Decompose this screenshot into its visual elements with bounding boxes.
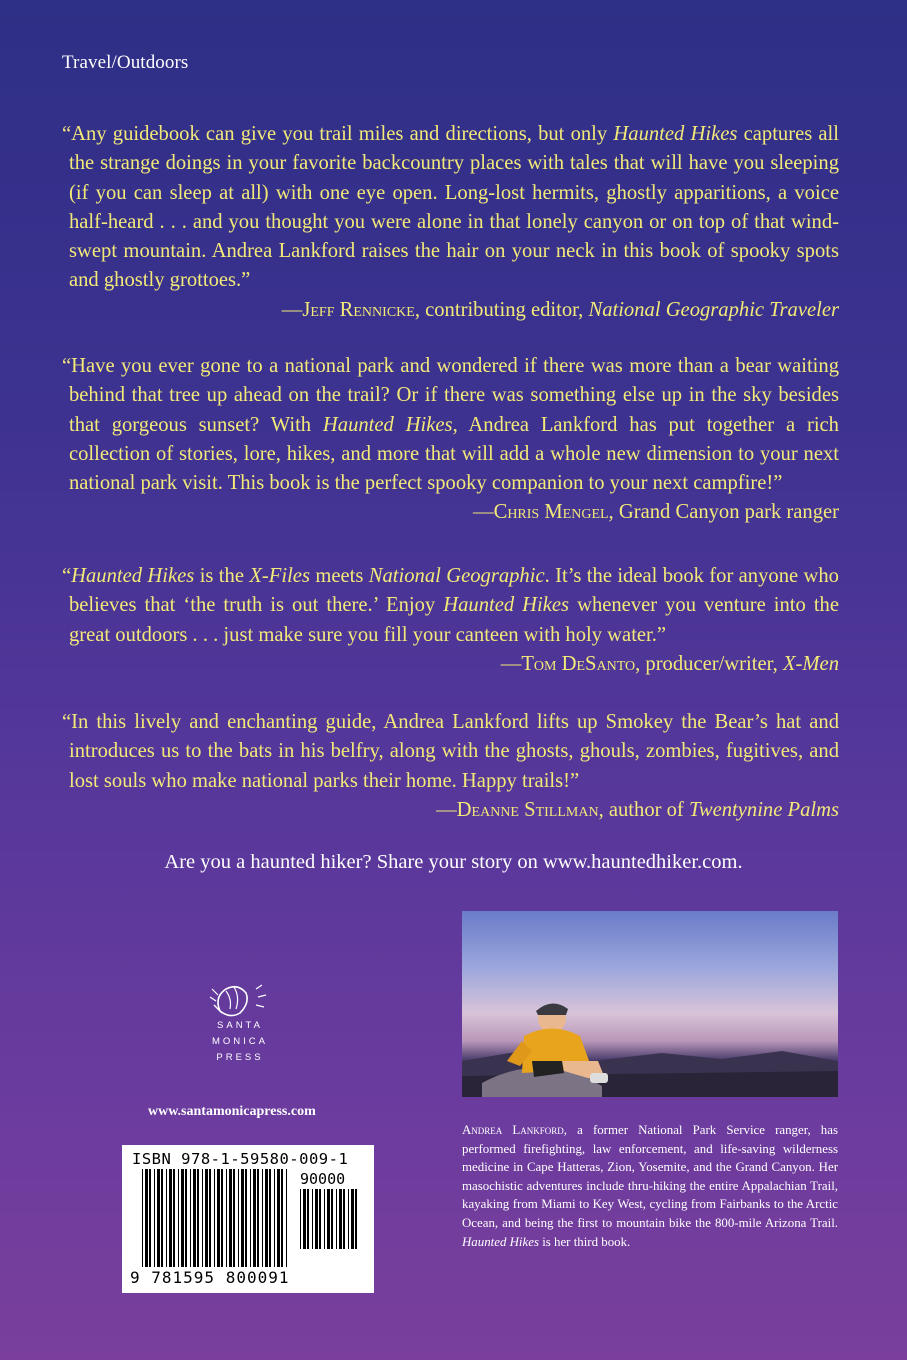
barcode-bar [274,1169,275,1267]
barcode-bar [324,1189,325,1249]
blurb-stillman [62,708,839,825]
barcode-bar [166,1169,167,1267]
share-story-text: Are you a haunted hiker? Share your story on www.hauntedhiker.com. [164,851,743,873]
barcode-bar [202,1169,203,1267]
barcode-bar [229,1169,232,1267]
barcode-bar [307,1189,309,1249]
barcode-bar [319,1189,321,1249]
barcode-bar [250,1169,251,1267]
barcode-bar [233,1169,235,1267]
barcode-bar [281,1169,283,1267]
barcode-bar [154,1169,155,1267]
barcode-bar [226,1169,227,1267]
barcode-bar [149,1169,151,1267]
barcode-bar [331,1189,333,1249]
blurb-attribution: —Tom DeSanto, producer/writer, X-Men [500,652,839,675]
barcode-bar [343,1189,345,1249]
barcode-bar [312,1189,313,1249]
category-label: Travel/Outdoors [62,52,189,73]
barcode-bar [142,1169,143,1267]
barcode-bar [221,1169,223,1267]
barcode-bar [169,1169,172,1267]
barcode-bar [262,1169,263,1267]
blurb-text: “Any guidebook can give you trail miles and directions, but only Haunted Hikes captures all the strange doings in your favorite backcountry places with tales that will have you sleeping (if you can sleep at all) with one eye open. Long-lost hermits, ghostly apparitions, a voice half-heard . . . and you thought you were alone in that lonely canyon or on top of that wind-swept mountain. Andrea Lankford raises the hair on your neck in this book of spooky spots and ghostly grottoes.” [62,123,840,292]
blurb-text: “Have you ever gone to a national park and wondered if there was more than a bear waiting behind that tree up ahead on the trail? Or if there was something else up in the sky besides that gorgeous sunset? With Haunted Hikes, Andrea Lankford has put together a rich collection of stories, lore, hikes, and more that will add a whole new dimension to your next national park visit. This book is the perfect spooky companion to your next campfire!” —Chris Mengel, Grand Canyon park ranger [62,352,839,498]
blurb-text: “Haunted Hikes is the X-Files meets National Geographic. It’s the ideal book for anyone who believes that ‘the truth is out there.’ Enjoy Haunted Hikes whenever you venture into the great outdoors . . . just make sure you fill your canteen with holy water.” [62,565,839,646]
barcode-bar [241,1169,244,1267]
barcode-bar [214,1169,215,1267]
barcode-bar [300,1189,301,1249]
barcode-bar [217,1169,220,1267]
blurb-attribution: —Jeff Rennicke, contributing editor, National Geographic Traveler [281,298,839,321]
barcode-bar [265,1169,268,1267]
isbn-barcode [122,1145,374,1293]
blurb-rennicke [62,120,839,325]
barcode-bar [269,1169,271,1267]
barcode-bar [286,1169,287,1267]
barcode-bar [145,1169,148,1267]
price-code: 90000 [300,1170,346,1188]
barcode-bar [209,1169,211,1267]
barcode-bar [161,1169,163,1267]
ean-bars [142,1169,292,1267]
barcode-bar [351,1189,354,1249]
barcode-bar [303,1189,306,1249]
barcode-bar [190,1169,191,1267]
barcode-bar [327,1189,330,1249]
barcode-bar [253,1169,256,1267]
blurb-text: “In this lively and enchanting guide, Andrea Lankford lifts up Smokey the Bear’s hat and introduces us to the bats in his belfry, along with the ghosts, ghouls, zombies, fugitives, and lost souls who make national parks their home. Happy trails!” [62,711,839,792]
author-photo [462,911,838,1097]
publisher-website: www.santamonicapress.com [148,1104,316,1119]
blurb-desanto [62,562,839,679]
barcode-bar [355,1189,357,1249]
barcode-bar [157,1169,160,1267]
barcode-bar [339,1189,342,1249]
barcode-bar [348,1189,349,1249]
barcode-bar [193,1169,196,1267]
barcode-bar [181,1169,184,1267]
barcode-bar [245,1169,247,1267]
barcode-bar [197,1169,199,1267]
barcode-bar [205,1169,208,1267]
author-bio: Andrea Lankford, a former National Park Service ranger, has performed firefighting, law enforcement, and life-saving wilderness medicine in Cape Hatteras, Zion, Yosemite, and the Grand Canyon. Her masochistic adventures include thru-hiking the entire Appalachian Trail, kayaking from Miami to Key West, cycling from Fairbanks to the Arctic Ocean, and being the first to mountain bike the 800-mile Arizona Trail. Haunted Hikes is her third book. [462,1123,838,1249]
barcode-bar [336,1189,337,1249]
barcode-bar [238,1169,239,1267]
publisher-name: SANTA MONICA PRESS [212,1020,268,1063]
price-bars [300,1189,360,1249]
blurb-mengel [62,352,839,528]
blurb-attribution: —Deanne Stillman, author of Twentynine Palms [436,798,839,821]
ean-number: 9 781595 800091 [130,1268,290,1287]
isbn-number: ISBN 978-1-59580-009-1 [132,1150,349,1168]
barcode-bar [185,1169,187,1267]
barcode-bar [277,1169,280,1267]
barcode-bar [315,1189,318,1249]
barcode-bar [173,1169,175,1267]
barcode-bar [257,1169,259,1267]
barcode-bar [178,1169,179,1267]
blurb-attribution: —Chris Mengel, Grand Canyon park ranger [472,501,839,524]
